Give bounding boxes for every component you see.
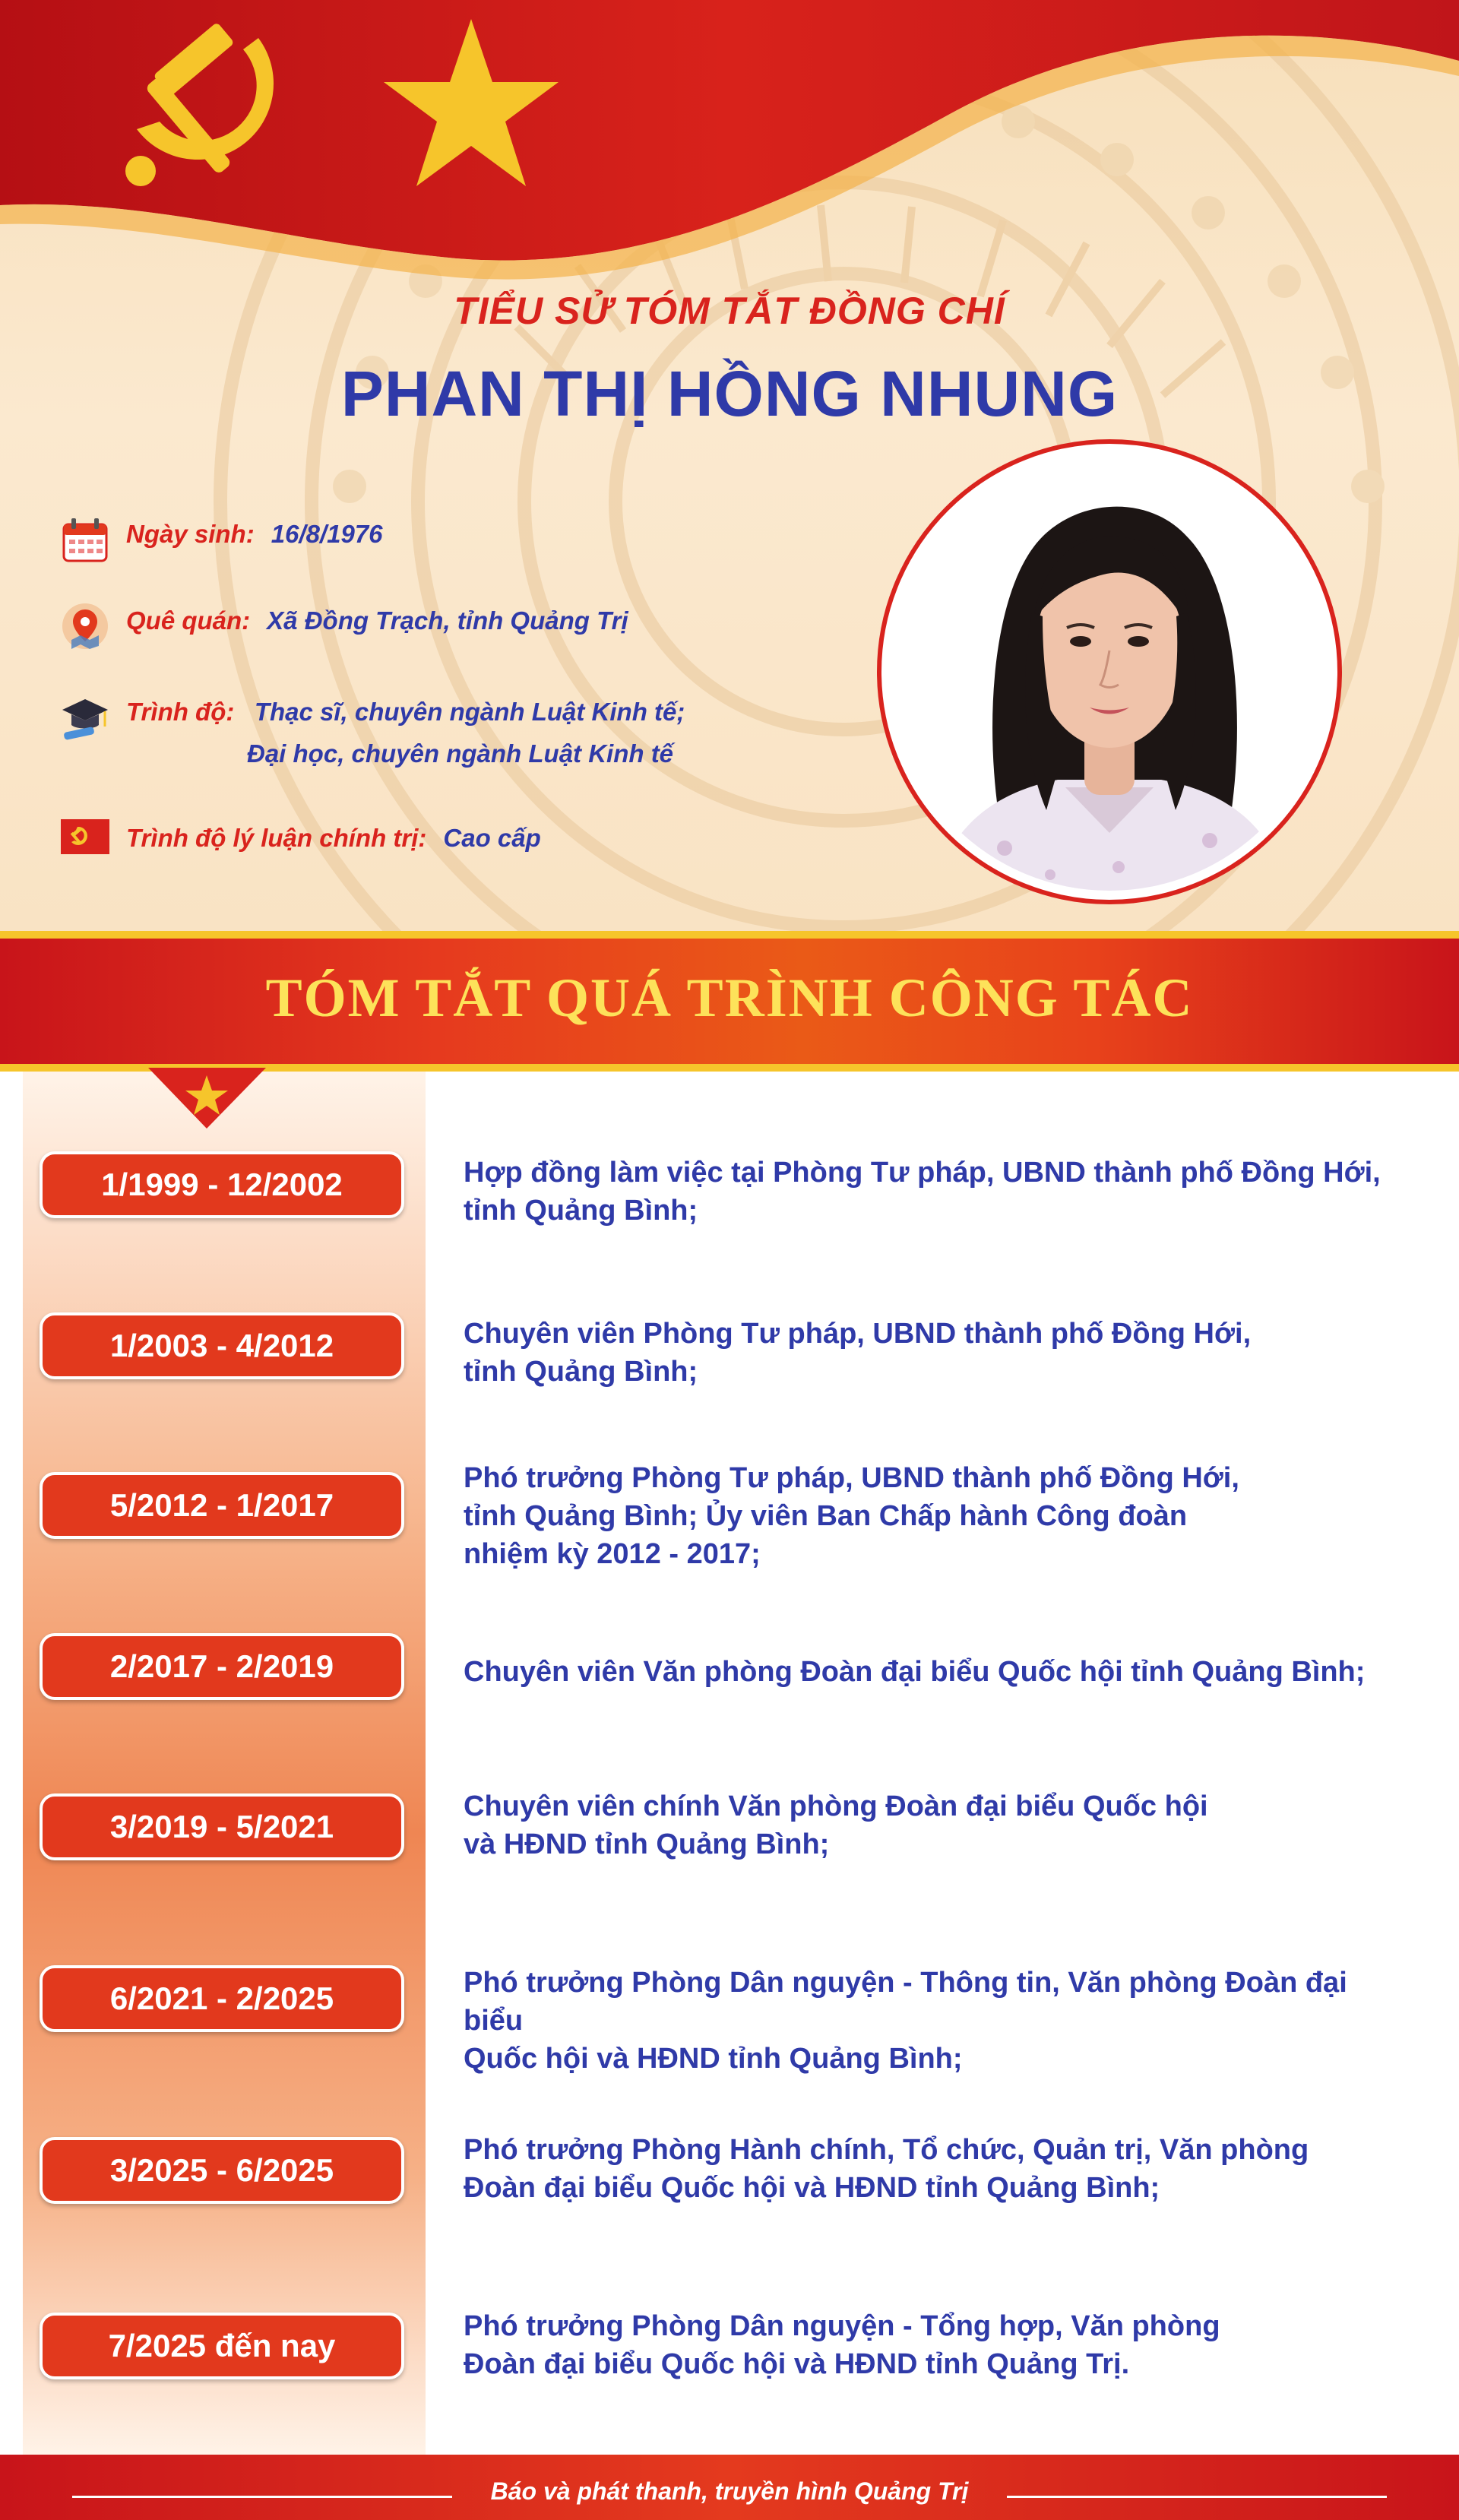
person-name: PHAN THỊ HỒNG NHUNG xyxy=(340,358,1119,429)
timeline-date: 3/2019 - 5/2021 xyxy=(40,1793,404,1860)
hometown-label: Quê quán: xyxy=(126,606,251,635)
info-row-hometown xyxy=(61,602,628,651)
yellow-star-icon xyxy=(380,15,562,190)
timeline-date: 1/1999 - 12/2002 xyxy=(40,1151,404,1218)
footer-credit xyxy=(0,2477,1459,2506)
timeline-date: 5/2012 - 1/2017 xyxy=(40,1472,404,1539)
timeline-text: Chuyên viên Văn phòng Đoàn đại biểu Quốc hội tỉnh Quảng Bình; xyxy=(464,1656,1366,1688)
graduation-cap-icon xyxy=(61,693,109,742)
calendar-icon xyxy=(61,515,109,564)
timeline-text: Chuyên viên Phòng Tư pháp, UBND thành phố Đồng Hới, tỉnh Quảng Bình; xyxy=(464,1318,1252,1388)
section-title: TÓM TẮT QUÁ TRÌNH CÔNG TÁC xyxy=(265,967,1194,1028)
timeline-text: Phó trưởng Phòng Dân nguyện - Tổng hợp, Văn phòng Đoàn đại biểu Quốc hội và HĐND tỉnh Quảng Trị. xyxy=(464,2310,1220,2380)
birth-label: Ngày sinh: xyxy=(126,520,255,548)
timeline-date: 7/2025 đến nay xyxy=(40,2313,404,2379)
subtitle: TIỂU SỬ TÓM TẮT ĐỒNG CHÍ xyxy=(454,290,1005,332)
info-row-politics xyxy=(61,819,541,857)
banner-top-edge xyxy=(0,931,1459,939)
politics-label: Trình độ lý luận chính trị: xyxy=(126,824,427,852)
timeline-text: Hợp đồng làm việc tại Phòng Tư pháp, UBND thành phố Đồng Hới, tỉnh Quảng Bình; xyxy=(464,1157,1381,1227)
timeline-date: 2/2017 - 2/2019 xyxy=(40,1633,404,1700)
education-label: Trình độ: xyxy=(126,698,235,726)
footer-credit-text: Báo và phát thanh, truyền hình Quảng Trị xyxy=(490,2477,969,2505)
timeline-text: Phó trưởng Phòng Tư pháp, UBND thành phố Đồng Hới, tỉnh Quảng Bình; Ủy viên Ban Chấp hành Công đoàn nhiệm kỳ 2012 - 2017; xyxy=(464,1462,1239,1570)
timeline-date: 1/2003 - 4/2012 xyxy=(40,1312,404,1379)
info-row-birth xyxy=(61,515,383,564)
timeline-text: Phó trưởng Phòng Dân nguyện - Thông tin, Văn phòng Đoàn đại biểu Quốc hội và HĐND tỉnh Quảng Bình; xyxy=(464,1967,1347,2075)
timeline-date: 3/2025 - 6/2025 xyxy=(40,2137,404,2204)
timeline-text: Phó trưởng Phòng Hành chính, Tổ chức, Quản trị, Văn phòng Đoàn đại biểu Quốc hội và HĐND tỉnh Quảng Bình; xyxy=(464,2134,1309,2204)
header-section xyxy=(0,0,1459,931)
politics-value: Cao cấp xyxy=(443,824,541,852)
timeline-date: 6/2021 - 2/2025 xyxy=(40,1965,404,2032)
hammer-sickle-icon xyxy=(106,15,312,190)
birth-value: 16/8/1976 xyxy=(271,520,383,548)
timeline-date-column xyxy=(23,1072,426,2455)
timeline-text: Chuyên viên chính Văn phòng Đoàn đại biểu Quốc hội và HĐND tỉnh Quảng Bình; xyxy=(464,1790,1208,1860)
star-pointer-icon xyxy=(148,1068,266,1129)
party-flag-icon xyxy=(61,819,109,854)
portrait-photo xyxy=(891,453,1328,891)
hometown-value: Xã Đồng Trạch, tỉnh Quảng Trị xyxy=(267,606,628,635)
education-value-2: Đại học, chuyên ngành Luật Kinh tế xyxy=(247,739,674,768)
map-pin-icon xyxy=(61,602,109,651)
portrait-illustration xyxy=(891,453,1328,891)
education-value-1: Thạc sĩ, chuyên ngành Luật Kinh tế; xyxy=(254,698,685,726)
